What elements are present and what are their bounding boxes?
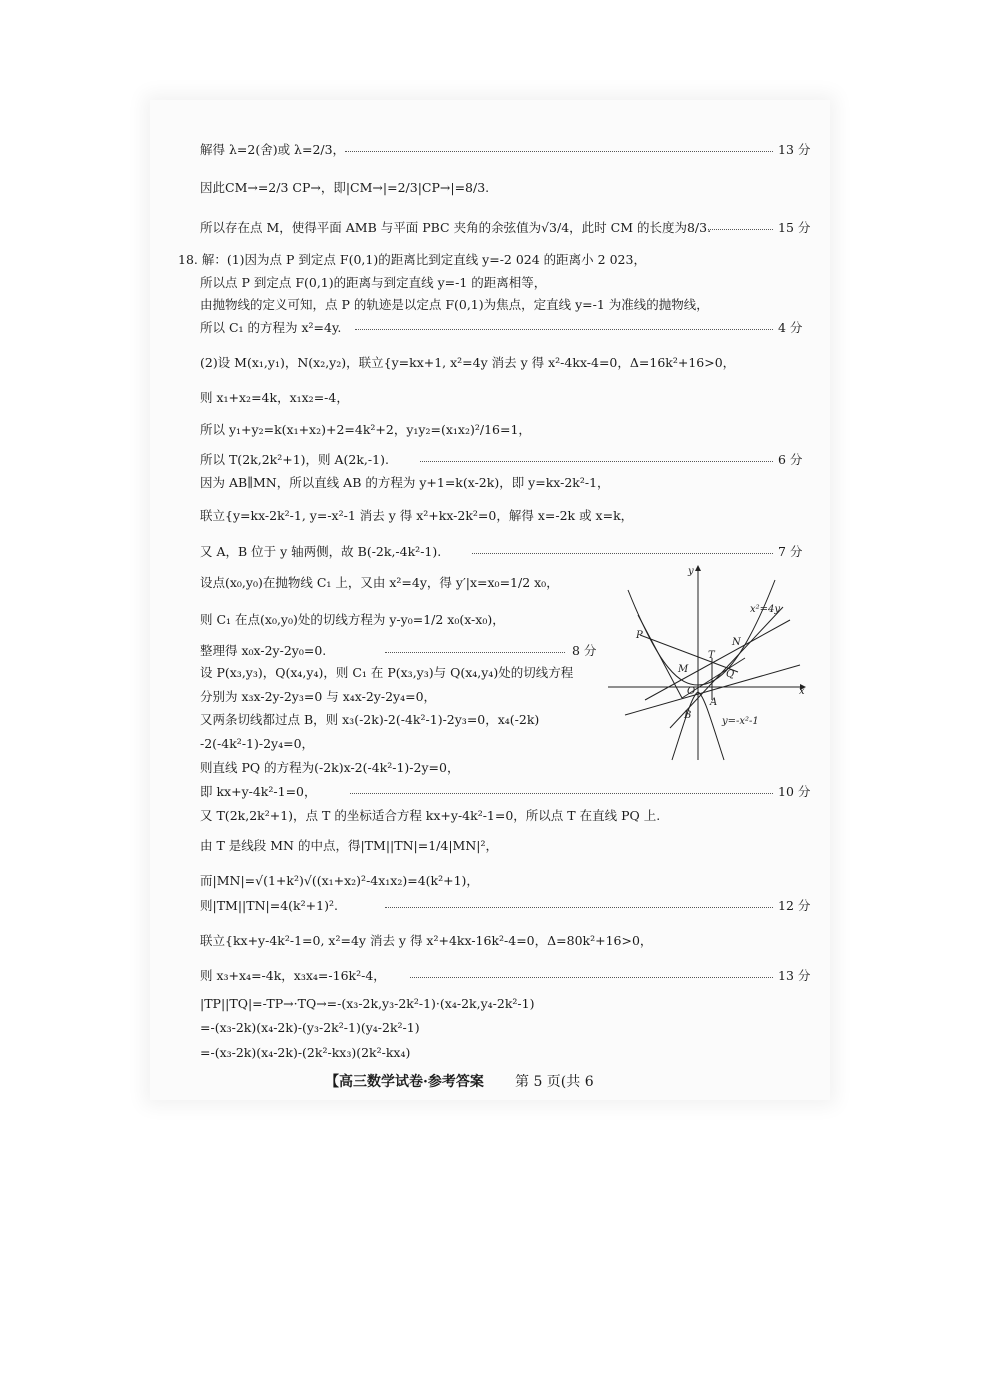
point-n-label: N (732, 637, 741, 648)
footer-page: 第 5 页(共 6 (515, 1074, 594, 1090)
line-ab (645, 620, 790, 700)
origin-label: O (687, 686, 696, 697)
parabola-figure (600, 560, 815, 765)
parabola-diagram (600, 560, 815, 765)
parabola-c2-label: y=-x²-1 (722, 716, 759, 727)
point-b-label: B (684, 710, 692, 721)
x-axis-label: x (799, 686, 805, 697)
y-axis-label: y (688, 566, 694, 577)
point-p-label: P (636, 630, 643, 641)
point-t-label: T (708, 650, 715, 661)
line-pq (640, 635, 738, 672)
footer-title: 【高三数学试卷·参考答案 (325, 1074, 484, 1090)
parabola-c1-label: x²=4y (750, 604, 781, 615)
tangent-bp (638, 615, 682, 698)
point-a-label: A (710, 697, 718, 708)
point-m-label: M (678, 664, 689, 675)
point-q-label: Q (726, 669, 735, 680)
